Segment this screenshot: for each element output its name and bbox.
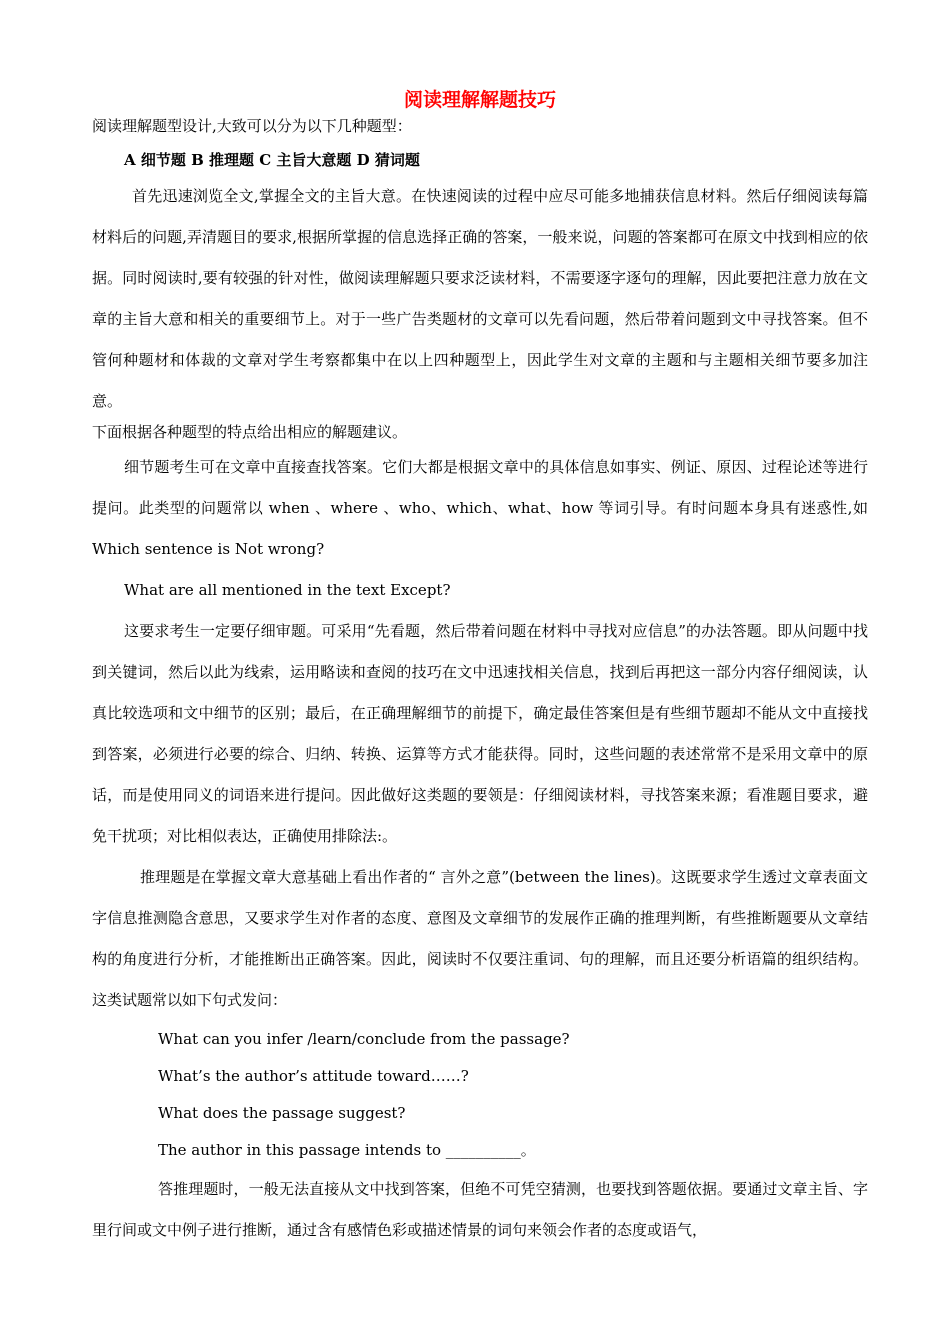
paragraph-suggestion-intro: 下面根据各种题型的特点给出相应的解题建议。 xyxy=(92,423,408,441)
intro-line: 阅读理解题型设计,大致可以分为以下几种题型： xyxy=(92,117,412,135)
paragraph-inference-questions: 推理题是在掌握文章大意基础上看出作者的“ 言外之意”(between the lines)。这既要求学生透过文章表面文字信息推测隐含意思，又要求学生对作者的态度、意图及文章细节的发展作正确的推理判断，有些推断题要从文章结构的角度进行分析，才能推断出正确答案。因此，阅读时不仅要注重词、句的理解，而且还要分析语篇的组织结构。这类试题常以如下句式发问： xyxy=(92,868,868,1009)
document-page xyxy=(92,86,888,1251)
inference-example-3: What does the passage suggest? xyxy=(158,1104,406,1122)
paragraph-detail-questions: 细节题考生可在文章中直接查找答案。它们大都是根据文章中的具体信息如事实、例证、原因、过程论述等进行提问。此类型的问题常以 when 、where 、who、which、what、how 等词引导。有时问题本身具有迷惑性,如 Which sentence is Not wrong? xyxy=(92,458,888,558)
paragraph-detail-strategy: 这要求考生一定要仔细审题。可采用“先看题，然后带着问题在材料中寻找对应信息”的办法答题。即从问题中找到关键词，然后以此为线索，运用略读和查阅的技巧在文中迅速找相关信息，找到后再把这一部分内容仔细阅读，认真比较选项和文中细节的区别；最后，在正确理解细节的前提下，确定最佳答案但是有些细节题却不能从文中直接找到答案，必须进行必要的综合、归纳、转换、运算等方式才能获得。同时，这些问题的表述常常不是采用文章中的原话，而是使用同义的词语来进行提问。因此做好这类题的要领是：仔细阅读材料，寻找答案来源；看准题目要求，避免干扰项；对比相似表达，正确使用排除法:。 xyxy=(92,622,868,845)
paragraph-detail-example: What are all mentioned in the text Except? xyxy=(124,581,451,599)
inference-example-4: The author in this passage intends to __________。 xyxy=(158,1141,536,1159)
inference-question-examples xyxy=(92,1021,868,1169)
paragraph-inference-strategy: 答推理题时，一般无法直接从文中找到答案，但绝不可凭空猜测，也要找到答题依据。要通过文章主旨、字里行间或文中例子进行推断，通过含有感情色彩或描述情景的词句来领会作者的态度或语气， xyxy=(92,1180,868,1239)
document-title: 阅读理解解题技巧 xyxy=(403,89,556,111)
inference-example-1: What can you infer /learn/conclude from the passage? xyxy=(158,1030,570,1048)
question-types-line: A 细节题 B 推理题 C 主旨大意题 D 猜词题 xyxy=(124,151,420,169)
inference-example-2: What’s the author’s attitude toward……? xyxy=(158,1067,469,1085)
paragraph-overview: 首先迅速浏览全文,掌握全文的主旨大意。在快速阅读的过程中应尽可能多地捕获信息材料。然后仔细阅读每篇材料后的问题,弄清题目的要求,根据所掌握的信息选择正确的答案，一般来说，问题的答案都可在原文中找到相应的依据。同时阅读时,要有较强的针对性，做阅读理解题只要求泛读材料，不需要逐字逐句的理解，因此要把注意力放在文章的主旨大意和相关的重要细节上。对于一些广告类题材的文章可以先看问题，然后带着问题到文中寻找答案。但不管何种题材和体裁的文章对学生考察都集中在以上四种题型上，因此学生对文章的主题和与主题相关细节要多加注意。 xyxy=(92,187,868,410)
